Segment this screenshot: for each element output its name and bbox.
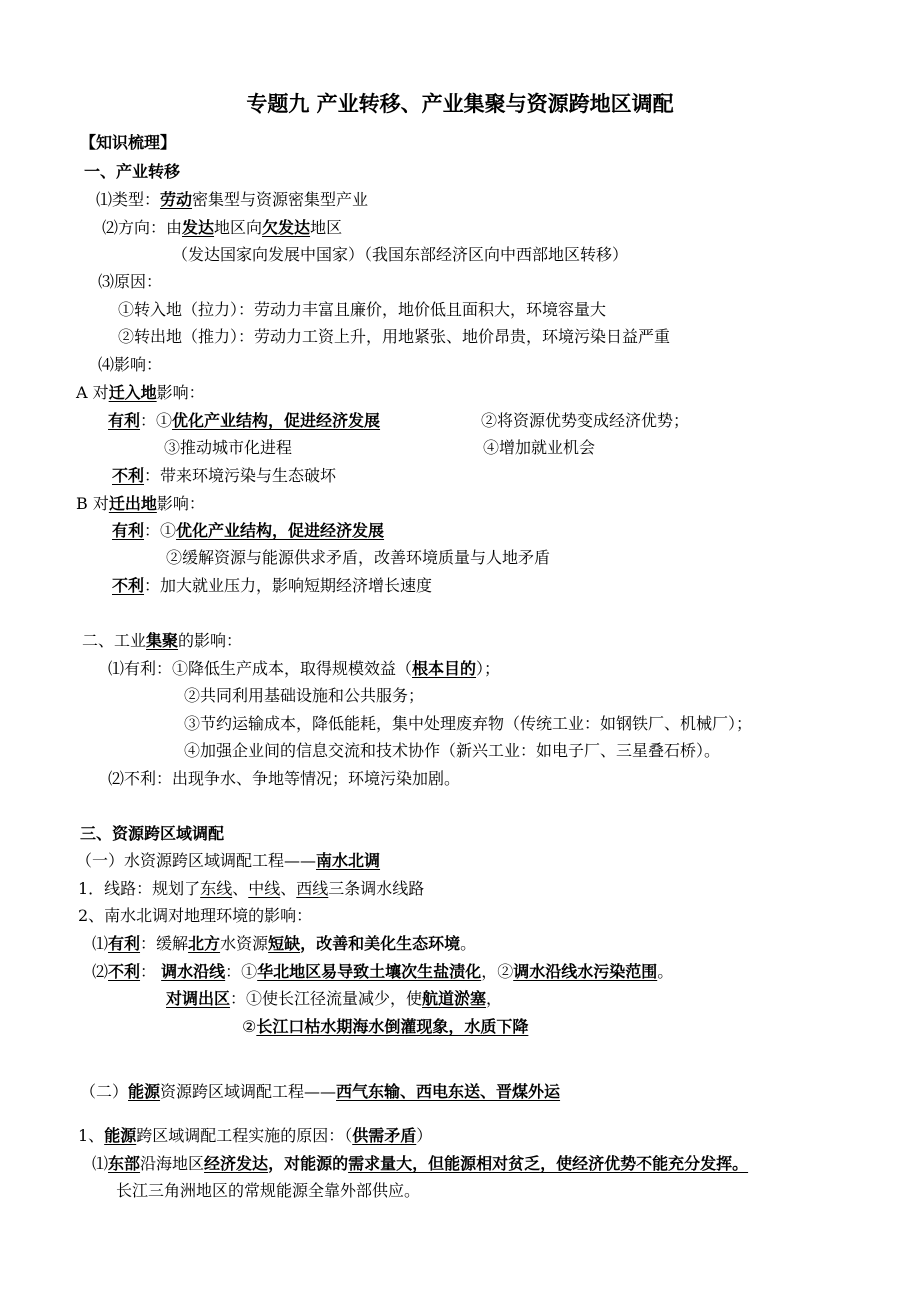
s1-reason-pull: ①转入地（拉力）：劳动力丰富且廉价，地价低且面积大，环境容量大	[118, 300, 607, 319]
s2-heading: 二、工业集聚的影响：	[82, 631, 243, 650]
impact-a-good-3: ③推动城市化进程	[164, 438, 293, 457]
s2-pro-2: ②共同利用基础设施和公共服务；	[184, 686, 425, 705]
water-route: 1．线路：规划了东线、中线、西线三条调水线路	[78, 879, 425, 898]
impact-b-bad: 不利：加大就业压力，影响短期经济增长速度	[112, 576, 433, 595]
impact-b-good-2: ②缓解资源与能源供求矛盾，改善环境质量与人地矛盾	[166, 548, 551, 567]
s1-reason-push: ②转出地（推力）：劳动力工资上升，用地紧张、地价昂贵，环境污染日益严重	[118, 327, 671, 346]
s3-heading: 三、资源跨区域调配	[80, 824, 225, 843]
impact-a-bad: 不利：带来环境污染与生态破坏	[112, 466, 337, 485]
s1-direction-note: （发达国家向发展中国家）（我国东部经济区向中西部地区转移）	[172, 245, 629, 264]
energy-title: （二）能源资源跨区域调配工程——西气东输、西电东送、晋煤外运	[80, 1082, 561, 1101]
s2-con: ⑵不利：出现争水、争地等情况；环境污染加剧。	[108, 769, 461, 788]
energy-reason-note: 长江三角洲地区的常规能源全靠外部供应。	[116, 1181, 421, 1200]
energy-reason: 1、能源跨区域调配工程实施的原因：（供需矛盾）	[78, 1126, 433, 1145]
page-title: 专题九 产业转移、产业集聚与资源跨地区调配	[246, 91, 674, 116]
water-good: ⑴有利：缓解北方水资源短缺，改善和美化生态环境。	[92, 934, 477, 953]
impact-a-heading: A 对迁入地影响：	[76, 383, 205, 402]
water-bad-outflow: 对调出区：①使长江径流量减少，使航道淤塞，	[166, 989, 503, 1008]
s2-pro-1: ⑴有利：①降低生产成本，取得规模效益（根本目的）；	[108, 659, 501, 678]
s1-direction: ⑵方向：由发达地区向欠发达地区	[102, 218, 343, 237]
s1-impact-label: ⑷影响：	[98, 355, 163, 374]
s2-pro-3: ③节约运输成本，降低能耗，集中处理废弃物（传统工业：如钢铁厂、机械厂）；	[184, 714, 753, 733]
water-effect: 2、南水北调对地理环境的影响：	[78, 906, 313, 925]
impact-a-good-4: ④增加就业机会	[483, 438, 596, 457]
s1-reason-label: ⑶原因：	[98, 272, 163, 291]
impact-b-heading: B 对迁出地影响：	[76, 494, 205, 513]
water-title: （一）水资源跨区域调配工程——南水北调	[76, 851, 381, 870]
section-heading: 【知识梳理】	[80, 133, 177, 152]
impact-a-good-1: 有利：①优化产业结构，促进经济发展	[108, 411, 381, 430]
impact-a-good-2: ②将资源优势变成经济优势；	[481, 411, 690, 430]
water-bad-outflow-2: ②长江口枯水期海水倒灌现象，水质下降	[242, 1017, 529, 1036]
energy-reason-1: ⑴东部沿海地区经济发达，对能源的需求量大，但能源相对贫乏，使经济优势不能充分发挥。	[92, 1154, 749, 1173]
s1-heading: 一、产业转移	[84, 162, 181, 181]
impact-b-good-1: 有利：①优化产业结构，促进经济发展	[112, 521, 385, 540]
s2-pro-4: ④加强企业间的信息交流和技术协作（新兴工业：如电子厂、三星叠石桥）。	[184, 741, 721, 760]
water-bad-along: ⑵不利： 调水沿线：①华北地区易导致土壤次生盐渍化，②调水沿线水污染范围。	[92, 962, 674, 981]
s1-type: ⑴类型：劳动密集型与资源密集型产业	[96, 190, 369, 209]
